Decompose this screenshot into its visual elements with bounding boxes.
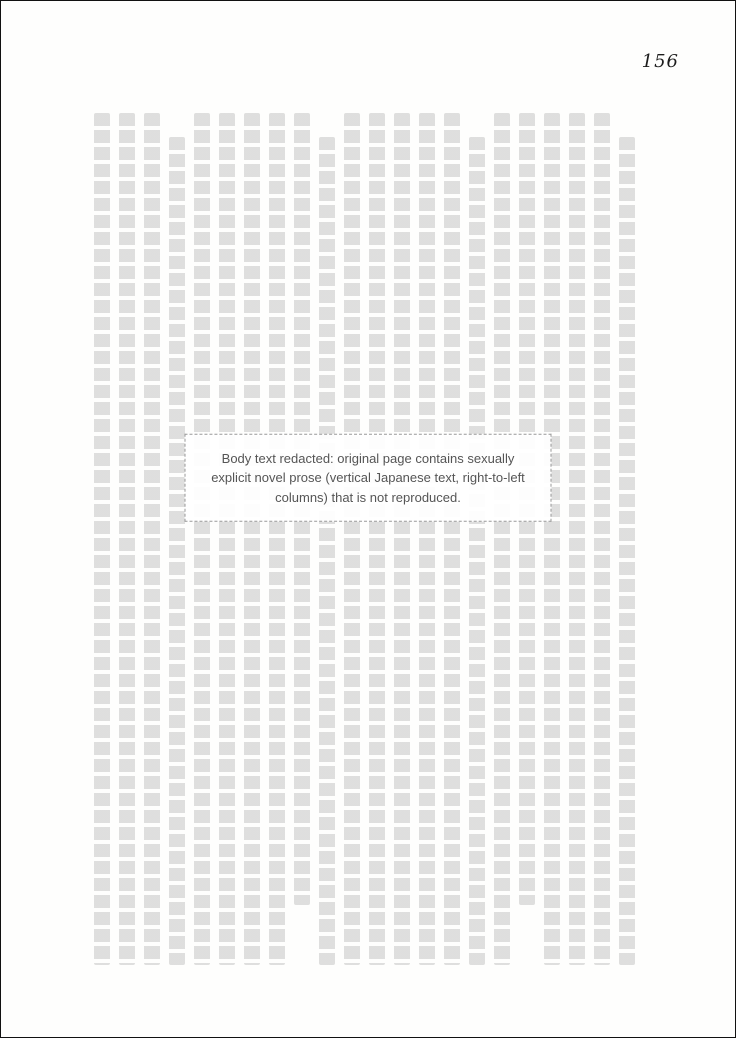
text-column-placeholder xyxy=(344,113,360,965)
redaction-notice: Body text redacted: original page contains sexually explicit novel prose (vertical Japanese text, right-to-left columns) that is not reproduced. xyxy=(185,433,552,522)
text-column-placeholder xyxy=(194,113,210,965)
vertical-text-body xyxy=(73,113,635,965)
text-column-placeholder xyxy=(394,113,410,965)
text-column-placeholder xyxy=(594,113,610,965)
text-column-placeholder xyxy=(469,137,485,965)
text-column-placeholder xyxy=(419,113,435,965)
text-column-placeholder xyxy=(269,113,285,965)
text-column-placeholder xyxy=(144,113,160,965)
text-column-placeholder xyxy=(219,113,235,965)
text-column-placeholder xyxy=(569,113,585,965)
text-column-placeholder xyxy=(319,137,335,965)
text-column-placeholder xyxy=(444,113,460,965)
text-column-placeholder xyxy=(119,113,135,965)
text-column-placeholder xyxy=(244,113,260,965)
page-number: 156 xyxy=(641,51,679,72)
text-column-placeholder xyxy=(169,137,185,965)
text-column-placeholder xyxy=(369,113,385,965)
text-column-placeholder xyxy=(619,137,635,965)
text-column-placeholder xyxy=(544,113,560,965)
text-column-placeholder xyxy=(94,113,110,965)
text-column-placeholder xyxy=(494,113,510,965)
